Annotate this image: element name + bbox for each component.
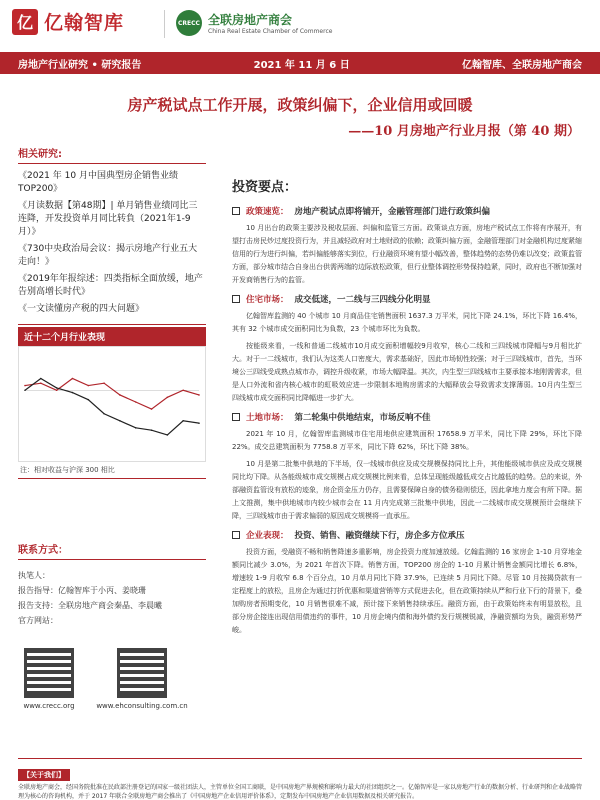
chart-point — [56, 389, 58, 391]
contact-line: 官方网站： — [18, 616, 58, 625]
section-title — [232, 205, 582, 217]
section-heading: 房地产税试点即将铺开，金融管理部门进行政策纠偏 — [294, 207, 491, 217]
chart-point — [151, 429, 153, 431]
chart-point — [198, 422, 200, 424]
section-label: 政策速览： — [246, 207, 289, 217]
chart-point — [167, 397, 169, 399]
qr-crecc-label[interactable]: www.crecc.org — [23, 702, 75, 710]
qr-codes — [18, 648, 206, 710]
chart-point — [87, 399, 89, 401]
section-heading: 投资、销售、融资继续下行，房企多方位承压 — [294, 531, 465, 541]
section-title — [232, 529, 582, 541]
section-heading: 第二轮集中供地结束，市场反响不佳 — [294, 413, 431, 423]
section-title — [232, 411, 582, 423]
banner-category: 房地产行业研究 • 研究报告 — [18, 59, 142, 71]
crecc-logo — [176, 10, 332, 36]
qr-code-icon — [24, 648, 74, 698]
page-header — [0, 0, 600, 52]
section-paragraph: 投资方面，受融资不畅和销售降速多重影响，房企投资力度加速放缓。亿翰监测的 16 家房企 1-10 月穿地金额同比减少 3.0%，为 2021 年首次下降。销售方面，TOP200 房企的 1-10 月累计销售金额同比增长 6.8%，增速较 1-9 月收窄 6.8 个百分点，10 月单月同比下降 37.9%，已连续 5 月同比下降。尽管 10 月按揭贷款有一定程度上的放松，且房企为通过打折优惠和渠道营销等方式促进去化，但在政策持续从严和行业下行的背景下，叠加购房者预期变化，10 月销售很难不减，预计接下来销售持续承压。融资方面，由于政策始终未有明显放松，且部分房企接连出现信用债违约的事件，10 月房企境内债和海外债约发行规模锐减，净融资额均为负，融资形势严峻。 — [232, 548, 582, 634]
chart-point — [40, 378, 42, 380]
related-research-box — [18, 170, 206, 325]
banner-publisher: 亿翰智库、全联房地产商会 — [461, 59, 582, 71]
section-housing — [232, 293, 582, 405]
related-item[interactable]: 《2019年年报综述：四类指标全面放缓，地产告别高增长时代》 — [18, 274, 203, 297]
report-title: 房产税试点工作开展，政策纠偏下，企业信用或回暖 — [127, 96, 473, 114]
chart-point — [119, 420, 121, 422]
contact-heading: 联系方式： — [18, 541, 206, 560]
chart-point — [182, 420, 184, 422]
chart-point — [40, 382, 42, 384]
ehconsulting-logo-name: 亿翰智库 — [44, 12, 125, 34]
related-item[interactable]: 《730中央政治局会议：揭示房地产行业五大走向！》 — [18, 244, 198, 267]
chart-point — [119, 394, 121, 396]
section-label: 土地市场： — [246, 413, 289, 423]
checkbox-icon — [232, 295, 240, 303]
banner-date: 2021 年 11 月 6 日 — [253, 59, 350, 71]
sidebar — [18, 145, 206, 710]
chart-point — [135, 427, 137, 429]
footer-tag: 【关于我们】 — [18, 769, 70, 781]
chart-point — [72, 378, 74, 380]
crecc-logo-mark: CRECC — [176, 10, 202, 36]
performance-chart-svg — [19, 347, 205, 457]
logo-divider — [164, 10, 165, 38]
related-item[interactable]: 《月读数据【第48期】| 单月销售业绩同比三连降，开发投资单月同比转負（2021年1-9月）》 — [18, 201, 198, 237]
chart-point — [103, 382, 105, 384]
footer-text: 全联房地产商会，经国务院批准在民政部注册登记的国家一级社团法人，主管单位全国工商联，是中国房地产界规模和影响力最大的社团组织之一。亿翰智库是一家以房地产行业的数据分析、行业研判和企业战略管理为核心的咨询机构，并于 2017 年联合全联房地产商会推出了《中国房地产企业信用评价体系》，定期发布中国房地产企业信用数据及相关研究报告。 — [18, 784, 583, 800]
chart-point — [198, 394, 200, 396]
footer — [18, 758, 582, 800]
section-land — [232, 411, 582, 523]
section-label: 住宅市场： — [246, 295, 289, 305]
chart-series-line-0 — [25, 379, 199, 410]
crecc-logo-cn: 全联房地产商会 — [208, 13, 293, 27]
section-paragraph: 10 月是第二批集中供地的下半场，仅一线城市供应及成交规模保持同比上升，其他能级城市供应及成交规模同比均下降。从各能级城市成交规模占成交规模比例来看，总体呈现能级越低成交占比越低的趋势。总的来说，外部融资监管没有放松的迹象，房企资金压力仍存，且需要保障自身的债务稳则偿还，因此拿地力度会有所下降。据上文推测，集中供地城市内较少城市会在 11 月内完成第三批集中供地，因此一二线城市成交规模预计会继续下降，三四线城市由于需求偏弱的原因成交规模将一直承压。 — [232, 460, 582, 520]
section-title — [232, 293, 582, 305]
related-research-list — [18, 170, 206, 316]
chart-note: 注：相对收益与沪深 300 相比 — [18, 462, 206, 479]
crecc-logo-en: China Real Estate Chamber of Commerce — [208, 28, 333, 35]
chart-series-line-1 — [25, 379, 199, 435]
main-content — [232, 176, 582, 643]
related-item[interactable]: 《2021 年 10 月中国典型房企销售业绩 TOP200》 — [18, 171, 178, 194]
section-heading: 成交低迷，一二线与三四线分化明显 — [294, 295, 431, 305]
section-paragraph: 10 月出台的政策主要涉及税收层面、纠偏和监管三方面。政策谈点方面，房地产税试点工作将有序展开，有望打击房民炒过度投资行为，并且减轻政府对土地财政的依赖；政策纠偏方面，金融管理部门对金融机构过度紧缩信用的行为进行纠偏，若纠偏能够落实到位，行业融资环境有望小幅改善，整体趋势的态势仍难以改变；政策监管方面，部分城市结合自身出台供需两端的边际放松政策，但行业整体调控形势保持趋紧，同时，政府也不断加强对开发商销售行为的监管。 — [232, 224, 582, 284]
qr-code-icon — [117, 648, 167, 698]
report-banner — [0, 52, 600, 74]
chart-point — [24, 389, 26, 391]
section-paragraph: 按能级来看，一线和普通二线城市10月成交面积增幅较9月收窄，核心二线和三四线城市降幅与9月相比扩大。对于一二线城市，我们认为这类人口密度大，需求基础好，因此市场韧性较强；对于三四线城市，首先，当环境公三四线受成熟点城市办，调控升级收紧，市场大幅降温。其次，内生型三四线城市主要承接本地刚需需求，但是人口外流和省内核心城市的虹吸效应进一步限制本地购房需求的大幅释放会导致需求支撑薄弱。10月内生型三四线城市成交面积同比降幅进一步扩大。 — [232, 342, 582, 402]
qr-ehconsulting — [94, 648, 190, 710]
chart-point — [151, 408, 153, 410]
qr-crecc — [18, 648, 80, 710]
related-research-heading: 相关研究: — [18, 145, 206, 164]
report-subtitle: ——10 月房地产行业月报（第 40 期） — [348, 124, 580, 139]
chart-title: 近十二个月行业表现 — [18, 327, 206, 346]
section-label: 企业表现： — [246, 531, 289, 541]
ehconsulting-logo-mark: 亿 — [12, 9, 38, 35]
related-item[interactable]: 《一文读懂房产税的四大问题》 — [18, 304, 145, 314]
contact-section — [18, 541, 206, 710]
chart-point — [182, 389, 184, 391]
checkbox-icon — [232, 531, 240, 539]
chart-point — [103, 413, 105, 415]
section-paragraph: 亿翰智库监测的 40 个城市 10 月商品住宅销售面积 1637.3 万平米，同比下降 24.1%，环比下降 16.4%，其有 32 个城市成交面积同比为負数，23 个城市环比为負数。 — [232, 312, 582, 333]
chart-point — [135, 401, 137, 403]
contact-line: 执笔人： — [18, 571, 50, 580]
chart-point — [87, 385, 89, 387]
qr-ehconsulting-label[interactable]: www.ehconsulting.com.cn — [96, 702, 188, 710]
checkbox-icon — [232, 207, 240, 215]
chart-point — [72, 392, 74, 394]
ehconsulting-logo — [12, 8, 124, 35]
section-paragraph: 2021 年 10 月，亿翰智库监测城市住宅用地供应建筑面积 17658.9 万平米，同比下降 29%，环比下降 22%。成交总建筑面积为 7758.8 万平米，同比下降 62%，环比下降 38%。 — [232, 430, 582, 451]
contact-line: 报告支持：全联房地产商会秦晶、李晨曦 — [18, 601, 162, 610]
section-policy — [232, 205, 582, 287]
checkbox-icon — [232, 413, 240, 421]
chart-point — [167, 434, 169, 436]
contact-line: 报告指导：亿翰智库于小丙、姜晓珊 — [18, 586, 146, 595]
chart-point — [56, 387, 58, 389]
chart-point — [24, 385, 26, 387]
performance-chart — [18, 346, 206, 462]
key-points-heading: 投资要点： — [232, 180, 298, 195]
section-enterprise — [232, 529, 582, 637]
